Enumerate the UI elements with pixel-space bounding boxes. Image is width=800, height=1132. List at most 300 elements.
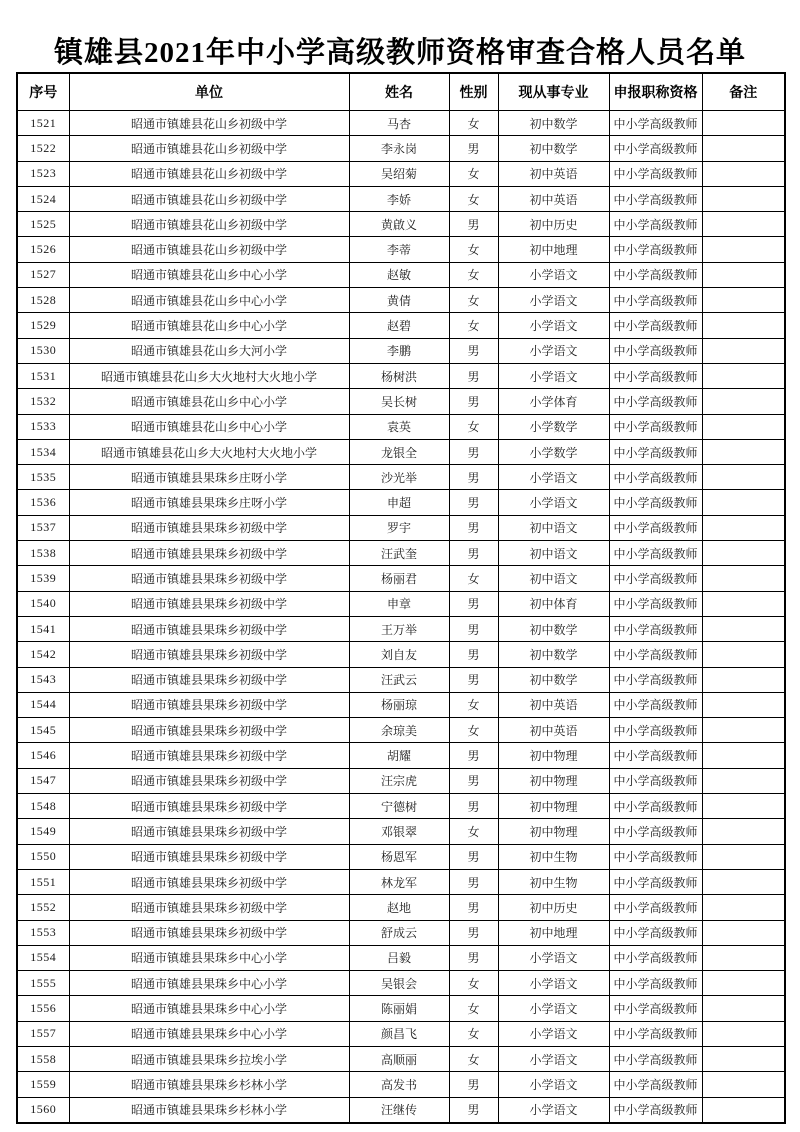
- cell-unit: 昭通市镇雄县花山乡大河小学: [69, 338, 349, 363]
- header-row: [17, 73, 785, 111]
- cell-name: 黄倩: [349, 288, 449, 313]
- cell-unit: 昭通市镇雄县果珠乡初级中学: [69, 642, 349, 667]
- cell-major: 小学语文: [498, 971, 609, 996]
- cell-serial: 1536: [17, 490, 69, 515]
- table-row: [17, 667, 785, 692]
- cell-major: 小学语文: [498, 262, 609, 287]
- cell-unit: 昭通市镇雄县果珠乡初级中学: [69, 591, 349, 616]
- cell-major: 初中英语: [498, 161, 609, 186]
- cell-major: 小学语文: [498, 1097, 609, 1123]
- header-serial: 序号: [17, 73, 69, 111]
- cell-major: 初中英语: [498, 692, 609, 717]
- table-row: [17, 439, 785, 464]
- cell-remark: [702, 212, 785, 237]
- table-row: [17, 161, 785, 186]
- cell-name: 陈丽娟: [349, 996, 449, 1021]
- cell-unit: 昭通市镇雄县花山乡中心小学: [69, 389, 349, 414]
- cell-qualification: 中小学高级教师: [609, 288, 702, 313]
- cell-qualification: 中小学高级教师: [609, 136, 702, 161]
- cell-gender: 女: [449, 262, 498, 287]
- cell-remark: [702, 819, 785, 844]
- cell-remark: [702, 667, 785, 692]
- cell-major: 初中历史: [498, 212, 609, 237]
- table-row: [17, 692, 785, 717]
- cell-unit: 昭通市镇雄县花山乡中心小学: [69, 313, 349, 338]
- cell-unit: 昭通市镇雄县果珠乡初级中学: [69, 667, 349, 692]
- cell-qualification: 中小学高级教师: [609, 920, 702, 945]
- table-row: [17, 768, 785, 793]
- cell-qualification: 中小学高级教师: [609, 794, 702, 819]
- cell-name: 宁德树: [349, 794, 449, 819]
- cell-remark: [702, 971, 785, 996]
- cell-unit: 昭通市镇雄县花山乡初级中学: [69, 212, 349, 237]
- cell-gender: 女: [449, 718, 498, 743]
- cell-remark: [702, 313, 785, 338]
- cell-unit: 昭通市镇雄县花山乡初级中学: [69, 237, 349, 262]
- cell-name: 杨丽琼: [349, 692, 449, 717]
- cell-serial: 1555: [17, 971, 69, 996]
- cell-remark: [702, 1072, 785, 1097]
- table-row: [17, 895, 785, 920]
- cell-name: 黄啟义: [349, 212, 449, 237]
- cell-name: 刘自友: [349, 642, 449, 667]
- cell-unit: 昭通市镇雄县果珠乡初级中学: [69, 515, 349, 540]
- cell-qualification: 中小学高级教师: [609, 212, 702, 237]
- cell-gender: 男: [449, 844, 498, 869]
- cell-major: 初中数学: [498, 642, 609, 667]
- cell-serial: 1544: [17, 692, 69, 717]
- cell-name: 李鹏: [349, 338, 449, 363]
- cell-name: 颜昌飞: [349, 1021, 449, 1046]
- cell-serial: 1557: [17, 1021, 69, 1046]
- cell-name: 高发书: [349, 1072, 449, 1097]
- cell-remark: [702, 869, 785, 894]
- cell-major: 小学语文: [498, 1021, 609, 1046]
- cell-unit: 昭通市镇雄县花山乡大火地村大火地小学: [69, 439, 349, 464]
- table-row: [17, 996, 785, 1021]
- cell-major: 小学数学: [498, 439, 609, 464]
- table-row: [17, 819, 785, 844]
- cell-remark: [702, 945, 785, 970]
- cell-gender: 男: [449, 616, 498, 641]
- cell-qualification: 中小学高级教师: [609, 1046, 702, 1071]
- cell-qualification: 中小学高级教师: [609, 186, 702, 211]
- cell-qualification: 中小学高级教师: [609, 819, 702, 844]
- cell-name: 杨丽君: [349, 566, 449, 591]
- cell-serial: 1541: [17, 616, 69, 641]
- cell-gender: 女: [449, 161, 498, 186]
- cell-qualification: 中小学高级教师: [609, 237, 702, 262]
- cell-remark: [702, 844, 785, 869]
- cell-serial: 1548: [17, 794, 69, 819]
- cell-remark: [702, 136, 785, 161]
- cell-unit: 昭通市镇雄县果珠乡初级中学: [69, 692, 349, 717]
- cell-major: 小学语文: [498, 338, 609, 363]
- cell-qualification: 中小学高级教师: [609, 1097, 702, 1123]
- cell-qualification: 中小学高级教师: [609, 692, 702, 717]
- cell-major: 初中物理: [498, 768, 609, 793]
- cell-qualification: 中小学高级教师: [609, 465, 702, 490]
- table-row: [17, 389, 785, 414]
- table-row: [17, 288, 785, 313]
- cell-serial: 1535: [17, 465, 69, 490]
- table-row: [17, 363, 785, 388]
- cell-remark: [702, 262, 785, 287]
- cell-qualification: 中小学高级教师: [609, 363, 702, 388]
- cell-gender: 女: [449, 1046, 498, 1071]
- cell-qualification: 中小学高级教师: [609, 667, 702, 692]
- cell-unit: 昭通市镇雄县果珠乡庄呀小学: [69, 465, 349, 490]
- cell-qualification: 中小学高级教师: [609, 111, 702, 136]
- cell-unit: 昭通市镇雄县花山乡大火地村大火地小学: [69, 363, 349, 388]
- cell-remark: [702, 768, 785, 793]
- table-row: [17, 794, 785, 819]
- cell-major: 小学体育: [498, 389, 609, 414]
- cell-serial: 1553: [17, 920, 69, 945]
- table-row: [17, 136, 785, 161]
- table-row: [17, 237, 785, 262]
- cell-qualification: 中小学高级教师: [609, 541, 702, 566]
- table-row: [17, 920, 785, 945]
- cell-serial: 1556: [17, 996, 69, 1021]
- cell-qualification: 中小学高级教师: [609, 161, 702, 186]
- cell-gender: 女: [449, 566, 498, 591]
- cell-qualification: 中小学高级教师: [609, 743, 702, 768]
- header-gender: 性别: [449, 73, 498, 111]
- cell-gender: 女: [449, 414, 498, 439]
- cell-serial: 1545: [17, 718, 69, 743]
- cell-unit: 昭通市镇雄县花山乡初级中学: [69, 186, 349, 211]
- roster-table: [16, 72, 786, 1124]
- cell-qualification: 中小学高级教师: [609, 844, 702, 869]
- cell-remark: [702, 1046, 785, 1071]
- cell-major: 小学语文: [498, 945, 609, 970]
- cell-unit: 昭通市镇雄县果珠乡初级中学: [69, 794, 349, 819]
- cell-unit: 昭通市镇雄县果珠乡中心小学: [69, 996, 349, 1021]
- cell-name: 杨恩军: [349, 844, 449, 869]
- cell-name: 李蒂: [349, 237, 449, 262]
- cell-serial: 1549: [17, 819, 69, 844]
- cell-qualification: 中小学高级教师: [609, 718, 702, 743]
- cell-unit: 昭通市镇雄县花山乡初级中学: [69, 161, 349, 186]
- cell-name: 申超: [349, 490, 449, 515]
- cell-major: 初中生物: [498, 869, 609, 894]
- cell-major: 小学语文: [498, 1072, 609, 1097]
- table-row: [17, 541, 785, 566]
- table-row: [17, 338, 785, 363]
- cell-remark: [702, 288, 785, 313]
- cell-remark: [702, 414, 785, 439]
- table-row: [17, 465, 785, 490]
- table-row: [17, 945, 785, 970]
- cell-gender: 男: [449, 363, 498, 388]
- cell-name: 龙银全: [349, 439, 449, 464]
- cell-remark: [702, 161, 785, 186]
- cell-remark: [702, 996, 785, 1021]
- cell-name: 林龙军: [349, 869, 449, 894]
- cell-name: 汪继传: [349, 1097, 449, 1123]
- cell-serial: 1528: [17, 288, 69, 313]
- cell-serial: 1554: [17, 945, 69, 970]
- cell-unit: 昭通市镇雄县花山乡中心小学: [69, 288, 349, 313]
- cell-qualification: 中小学高级教师: [609, 566, 702, 591]
- cell-unit: 昭通市镇雄县花山乡中心小学: [69, 262, 349, 287]
- cell-serial: 1533: [17, 414, 69, 439]
- cell-gender: 女: [449, 313, 498, 338]
- cell-major: 初中物理: [498, 743, 609, 768]
- cell-name: 李娇: [349, 186, 449, 211]
- table-row: [17, 1072, 785, 1097]
- cell-gender: 男: [449, 642, 498, 667]
- cell-unit: 昭通市镇雄县果珠乡初级中学: [69, 819, 349, 844]
- cell-serial: 1532: [17, 389, 69, 414]
- cell-name: 李永岗: [349, 136, 449, 161]
- cell-serial: 1542: [17, 642, 69, 667]
- cell-gender: 女: [449, 237, 498, 262]
- cell-unit: 昭通市镇雄县果珠乡拉埃小学: [69, 1046, 349, 1071]
- cell-gender: 男: [449, 591, 498, 616]
- cell-major: 初中地理: [498, 920, 609, 945]
- table-row: [17, 743, 785, 768]
- cell-gender: 男: [449, 541, 498, 566]
- cell-remark: [702, 363, 785, 388]
- cell-serial: 1524: [17, 186, 69, 211]
- cell-serial: 1530: [17, 338, 69, 363]
- cell-unit: 昭通市镇雄县果珠乡杉林小学: [69, 1072, 349, 1097]
- table-row: [17, 1046, 785, 1071]
- page-title: 镇雄县2021年中小学高级教师资格审查合格人员名单: [53, 37, 746, 69]
- cell-major: 小学语文: [498, 363, 609, 388]
- table-row: [17, 490, 785, 515]
- cell-name: 赵敏: [349, 262, 449, 287]
- cell-remark: [702, 541, 785, 566]
- table-row: [17, 212, 785, 237]
- cell-qualification: 中小学高级教师: [609, 338, 702, 363]
- cell-major: 初中物理: [498, 794, 609, 819]
- cell-major: 初中生物: [498, 844, 609, 869]
- cell-gender: 男: [449, 389, 498, 414]
- cell-remark: [702, 591, 785, 616]
- cell-serial: 1546: [17, 743, 69, 768]
- cell-serial: 1558: [17, 1046, 69, 1071]
- table-row: [17, 591, 785, 616]
- table-row: [17, 414, 785, 439]
- cell-remark: [702, 515, 785, 540]
- table-row: [17, 313, 785, 338]
- cell-serial: 1539: [17, 566, 69, 591]
- cell-gender: 男: [449, 1097, 498, 1123]
- cell-serial: 1521: [17, 111, 69, 136]
- cell-qualification: 中小学高级教师: [609, 1072, 702, 1097]
- table-row: [17, 566, 785, 591]
- cell-gender: 男: [449, 945, 498, 970]
- cell-qualification: 中小学高级教师: [609, 313, 702, 338]
- cell-qualification: 中小学高级教师: [609, 515, 702, 540]
- cell-remark: [702, 1097, 785, 1123]
- cell-qualification: 中小学高级教师: [609, 414, 702, 439]
- cell-name: 王万举: [349, 616, 449, 641]
- cell-major: 初中数学: [498, 667, 609, 692]
- cell-qualification: 中小学高级教师: [609, 642, 702, 667]
- cell-serial: 1534: [17, 439, 69, 464]
- cell-major: 初中英语: [498, 718, 609, 743]
- cell-unit: 昭通市镇雄县花山乡中心小学: [69, 414, 349, 439]
- cell-major: 初中语文: [498, 515, 609, 540]
- header-qualification: 申报职称资格: [609, 73, 702, 111]
- cell-qualification: 中小学高级教师: [609, 439, 702, 464]
- cell-name: 汪武云: [349, 667, 449, 692]
- cell-major: 小学语文: [498, 996, 609, 1021]
- cell-remark: [702, 1021, 785, 1046]
- cell-name: 吴长树: [349, 389, 449, 414]
- cell-serial: 1559: [17, 1072, 69, 1097]
- cell-gender: 男: [449, 743, 498, 768]
- cell-qualification: 中小学高级教师: [609, 1021, 702, 1046]
- cell-remark: [702, 338, 785, 363]
- cell-name: 罗宇: [349, 515, 449, 540]
- cell-unit: 昭通市镇雄县果珠乡初级中学: [69, 920, 349, 945]
- cell-unit: 昭通市镇雄县果珠乡初级中学: [69, 869, 349, 894]
- cell-serial: 1551: [17, 869, 69, 894]
- cell-remark: [702, 743, 785, 768]
- cell-unit: 昭通市镇雄县果珠乡中心小学: [69, 1021, 349, 1046]
- cell-gender: 男: [449, 490, 498, 515]
- cell-gender: 男: [449, 136, 498, 161]
- cell-qualification: 中小学高级教师: [609, 616, 702, 641]
- table-row: [17, 186, 785, 211]
- cell-serial: 1560: [17, 1097, 69, 1123]
- table-row: [17, 869, 785, 894]
- cell-major: 小学语文: [498, 465, 609, 490]
- header-unit: 单位: [69, 73, 349, 111]
- cell-gender: 女: [449, 288, 498, 313]
- cell-qualification: 中小学高级教师: [609, 490, 702, 515]
- cell-remark: [702, 566, 785, 591]
- cell-qualification: 中小学高级教师: [609, 768, 702, 793]
- cell-remark: [702, 920, 785, 945]
- cell-qualification: 中小学高级教师: [609, 389, 702, 414]
- cell-name: 舒成云: [349, 920, 449, 945]
- cell-name: 吴银会: [349, 971, 449, 996]
- cell-qualification: 中小学高级教师: [609, 895, 702, 920]
- cell-serial: 1527: [17, 262, 69, 287]
- cell-name: 袁英: [349, 414, 449, 439]
- cell-unit: 昭通市镇雄县果珠乡中心小学: [69, 945, 349, 970]
- cell-serial: 1543: [17, 667, 69, 692]
- cell-gender: 男: [449, 212, 498, 237]
- cell-name: 杨树洪: [349, 363, 449, 388]
- cell-unit: 昭通市镇雄县果珠乡初级中学: [69, 718, 349, 743]
- cell-name: 邓银翠: [349, 819, 449, 844]
- table-row: [17, 718, 785, 743]
- table-header: [17, 73, 785, 111]
- cell-gender: 女: [449, 971, 498, 996]
- cell-name: 余琼美: [349, 718, 449, 743]
- cell-unit: 昭通市镇雄县果珠乡初级中学: [69, 616, 349, 641]
- cell-serial: 1540: [17, 591, 69, 616]
- cell-name: 吕毅: [349, 945, 449, 970]
- cell-qualification: 中小学高级教师: [609, 591, 702, 616]
- table-row: [17, 616, 785, 641]
- cell-remark: [702, 718, 785, 743]
- cell-serial: 1537: [17, 515, 69, 540]
- cell-unit: 昭通市镇雄县果珠乡初级中学: [69, 743, 349, 768]
- cell-gender: 男: [449, 515, 498, 540]
- cell-name: 胡耀: [349, 743, 449, 768]
- table-row: [17, 844, 785, 869]
- cell-serial: 1526: [17, 237, 69, 262]
- cell-major: 初中数学: [498, 136, 609, 161]
- table-row: [17, 111, 785, 136]
- cell-major: 初中数学: [498, 616, 609, 641]
- cell-remark: [702, 111, 785, 136]
- cell-remark: [702, 389, 785, 414]
- cell-major: 小学语文: [498, 490, 609, 515]
- cell-remark: [702, 490, 785, 515]
- cell-gender: 男: [449, 1072, 498, 1097]
- cell-qualification: 中小学高级教师: [609, 996, 702, 1021]
- cell-major: 初中数学: [498, 111, 609, 136]
- cell-gender: 男: [449, 439, 498, 464]
- cell-remark: [702, 465, 785, 490]
- cell-major: 初中体育: [498, 591, 609, 616]
- cell-gender: 女: [449, 186, 498, 211]
- cell-name: 汪宗虎: [349, 768, 449, 793]
- cell-remark: [702, 439, 785, 464]
- cell-remark: [702, 895, 785, 920]
- cell-remark: [702, 794, 785, 819]
- cell-remark: [702, 642, 785, 667]
- cell-major: 初中语文: [498, 541, 609, 566]
- cell-unit: 昭通市镇雄县果珠乡初级中学: [69, 566, 349, 591]
- cell-major: 初中地理: [498, 237, 609, 262]
- cell-gender: 男: [449, 667, 498, 692]
- cell-remark: [702, 692, 785, 717]
- cell-gender: 男: [449, 338, 498, 363]
- cell-name: 高顺丽: [349, 1046, 449, 1071]
- cell-serial: 1550: [17, 844, 69, 869]
- cell-serial: 1523: [17, 161, 69, 186]
- cell-major: 初中语文: [498, 566, 609, 591]
- table-row: [17, 262, 785, 287]
- cell-gender: 男: [449, 794, 498, 819]
- cell-serial: 1547: [17, 768, 69, 793]
- cell-name: 赵碧: [349, 313, 449, 338]
- table-body: [17, 111, 785, 1123]
- cell-gender: 女: [449, 819, 498, 844]
- table-row: [17, 1021, 785, 1046]
- cell-name: 赵地: [349, 895, 449, 920]
- cell-unit: 昭通市镇雄县果珠乡初级中学: [69, 541, 349, 566]
- table-row: [17, 642, 785, 667]
- cell-remark: [702, 186, 785, 211]
- cell-gender: 男: [449, 768, 498, 793]
- cell-unit: 昭通市镇雄县果珠乡初级中学: [69, 768, 349, 793]
- cell-gender: 女: [449, 692, 498, 717]
- cell-gender: 女: [449, 111, 498, 136]
- cell-unit: 昭通市镇雄县果珠乡庄呀小学: [69, 490, 349, 515]
- cell-major: 小学语文: [498, 313, 609, 338]
- cell-serial: 1522: [17, 136, 69, 161]
- cell-remark: [702, 616, 785, 641]
- cell-unit: 昭通市镇雄县花山乡初级中学: [69, 136, 349, 161]
- cell-gender: 男: [449, 869, 498, 894]
- cell-name: 汪武奎: [349, 541, 449, 566]
- cell-qualification: 中小学高级教师: [609, 971, 702, 996]
- cell-remark: [702, 237, 785, 262]
- cell-name: 吴绍菊: [349, 161, 449, 186]
- cell-serial: 1531: [17, 363, 69, 388]
